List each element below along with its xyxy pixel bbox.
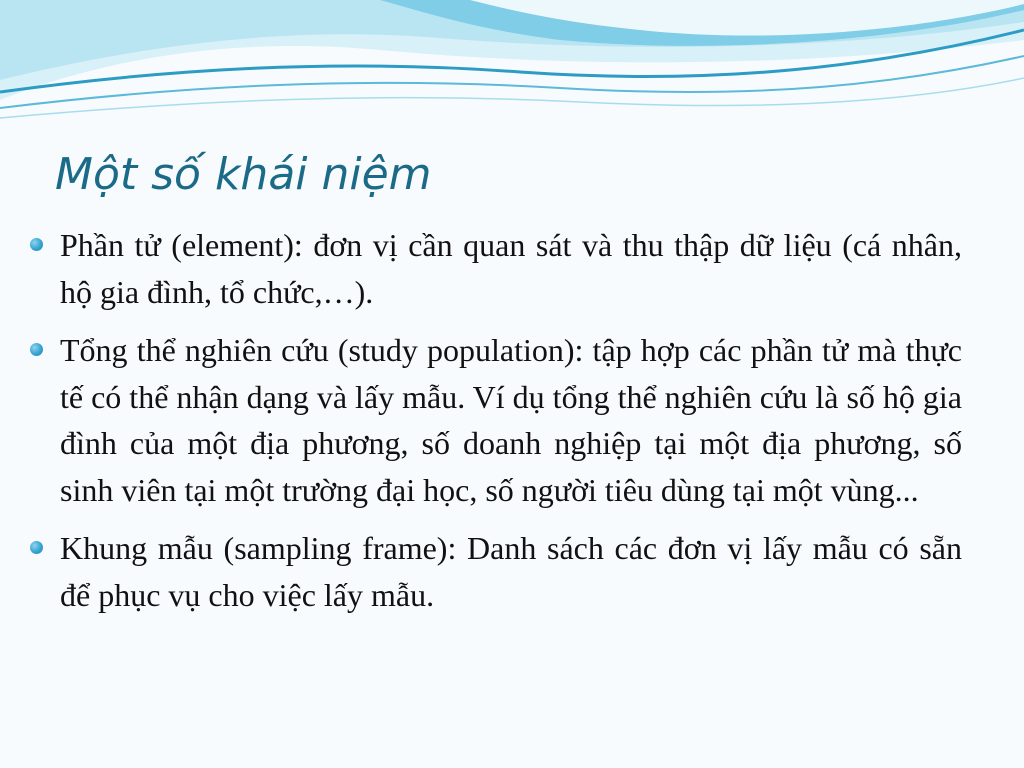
- bullet-text: Khung mẫu (sampling frame): Danh sách các đơn vị lấy mẫu có sẵn để phục vụ cho việc lấy mẫu.: [60, 530, 962, 613]
- bullet-item-study-population: [30, 327, 962, 513]
- bullet-dot-icon: [30, 343, 43, 356]
- bullet-item-element: [30, 222, 962, 315]
- bullet-dot-icon: [30, 238, 43, 251]
- slide-title: Một số khái niệm: [55, 149, 432, 200]
- bullet-list: [30, 222, 962, 630]
- bullet-text: Phần tử (element): đơn vị cần quan sát và thu thập dữ liệu (cá nhân, hộ gia đình, tổ chức,…).: [60, 227, 962, 310]
- header-wave-decoration: [0, 0, 1024, 130]
- bullet-item-sampling-frame: [30, 525, 962, 618]
- bullet-dot-icon: [30, 541, 43, 554]
- bullet-text: Tổng thể nghiên cứu (study population): tập hợp các phần tử mà thực tế có thể nhận dạng và lấy mẫu. Ví dụ tổng thể nghiên cứu là số hộ gia đình của một địa phương, số doanh nghiệp tại một địa phương, số sinh viên tại một trường đại học, số người tiêu dùng tại một vùng...: [60, 332, 962, 508]
